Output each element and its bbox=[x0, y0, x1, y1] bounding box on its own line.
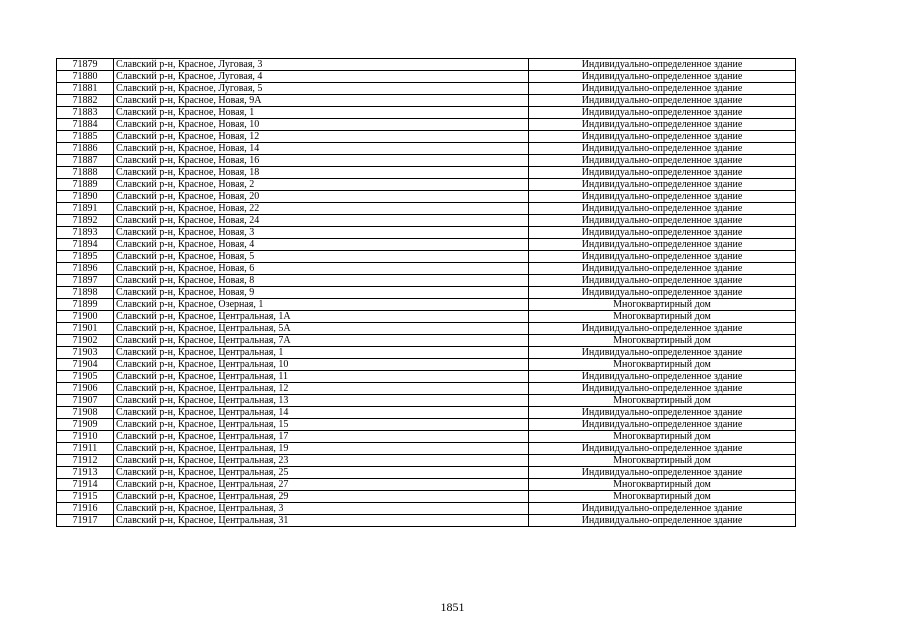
building-type-cell: Индивидуально-определенное здание bbox=[529, 419, 796, 431]
table-row bbox=[57, 59, 796, 71]
building-type-cell: Многоквартирный дом bbox=[529, 359, 796, 371]
row-id-cell: 71889 bbox=[57, 179, 114, 191]
address-cell: Славский р-н, Красное, Центральная, 25 bbox=[114, 467, 529, 479]
row-id-cell: 71900 bbox=[57, 311, 114, 323]
row-id-cell: 71913 bbox=[57, 467, 114, 479]
building-type-cell: Индивидуально-определенное здание bbox=[529, 107, 796, 119]
table-row bbox=[57, 479, 796, 491]
address-cell: Славский р-н, Красное, Центральная, 1А bbox=[114, 311, 529, 323]
row-id-cell: 71895 bbox=[57, 251, 114, 263]
address-cell: Славский р-н, Красное, Новая, 22 bbox=[114, 203, 529, 215]
building-type-cell: Индивидуально-определенное здание bbox=[529, 215, 796, 227]
address-cell: Славский р-н, Красное, Центральная, 19 bbox=[114, 443, 529, 455]
row-id-cell: 71905 bbox=[57, 371, 114, 383]
row-id-cell: 71898 bbox=[57, 287, 114, 299]
table-row bbox=[57, 395, 796, 407]
building-type-cell: Индивидуально-определенное здание bbox=[529, 95, 796, 107]
row-id-cell: 71897 bbox=[57, 275, 114, 287]
address-cell: Славский р-н, Красное, Новая, 24 bbox=[114, 215, 529, 227]
address-cell: Славский р-н, Красное, Новая, 20 bbox=[114, 191, 529, 203]
row-id-cell: 71915 bbox=[57, 491, 114, 503]
building-type-cell: Индивидуально-определенное здание bbox=[529, 287, 796, 299]
building-type-cell: Индивидуально-определенное здание bbox=[529, 71, 796, 83]
address-cell: Славский р-н, Красное, Центральная, 1 bbox=[114, 347, 529, 359]
row-id-cell: 71894 bbox=[57, 239, 114, 251]
table-row bbox=[57, 515, 796, 527]
address-cell: Славский р-н, Красное, Центральная, 3 bbox=[114, 503, 529, 515]
row-id-cell: 71902 bbox=[57, 335, 114, 347]
building-type-cell: Многоквартирный дом bbox=[529, 479, 796, 491]
row-id-cell: 71899 bbox=[57, 299, 114, 311]
table-row bbox=[57, 419, 796, 431]
table-row bbox=[57, 491, 796, 503]
address-cell: Славский р-н, Красное, Центральная, 5А bbox=[114, 323, 529, 335]
table-row bbox=[57, 323, 796, 335]
table-row bbox=[57, 359, 796, 371]
address-cell: Славский р-н, Красное, Центральная, 11 bbox=[114, 371, 529, 383]
page-number: 1851 bbox=[440, 600, 465, 614]
table-row bbox=[57, 143, 796, 155]
building-type-cell: Индивидуально-определенное здание bbox=[529, 203, 796, 215]
row-id-cell: 71890 bbox=[57, 191, 114, 203]
table-row bbox=[57, 263, 796, 275]
row-id-cell: 71885 bbox=[57, 131, 114, 143]
building-type-cell: Индивидуально-определенное здание bbox=[529, 119, 796, 131]
building-type-cell: Индивидуально-определенное здание bbox=[529, 155, 796, 167]
address-cell: Славский р-н, Красное, Новая, 10 bbox=[114, 119, 529, 131]
address-cell: Славский р-н, Красное, Новая, 5 bbox=[114, 251, 529, 263]
address-cell: Славский р-н, Красное, Новая, 3 bbox=[114, 227, 529, 239]
address-cell: Славский р-н, Красное, Центральная, 14 bbox=[114, 407, 529, 419]
table-row bbox=[57, 311, 796, 323]
building-type-cell: Индивидуально-определенное здание bbox=[529, 239, 796, 251]
building-type-cell: Индивидуально-определенное здание bbox=[529, 251, 796, 263]
address-cell: Славский р-н, Красное, Новая, 4 bbox=[114, 239, 529, 251]
row-id-cell: 71886 bbox=[57, 143, 114, 155]
row-id-cell: 71896 bbox=[57, 263, 114, 275]
building-type-cell: Индивидуально-определенное здание bbox=[529, 371, 796, 383]
address-cell: Славский р-н, Красное, Новая, 9А bbox=[114, 95, 529, 107]
address-cell: Славский р-н, Красное, Центральная, 23 bbox=[114, 455, 529, 467]
table-row bbox=[57, 467, 796, 479]
address-cell: Славский р-н, Красное, Центральная, 31 bbox=[114, 515, 529, 527]
row-id-cell: 71881 bbox=[57, 83, 114, 95]
row-id-cell: 71901 bbox=[57, 323, 114, 335]
building-type-cell: Многоквартирный дом bbox=[529, 311, 796, 323]
building-type-cell: Индивидуально-определенное здание bbox=[529, 407, 796, 419]
row-id-cell: 71907 bbox=[57, 395, 114, 407]
row-id-cell: 71916 bbox=[57, 503, 114, 515]
building-type-cell: Индивидуально-определенное здание bbox=[529, 191, 796, 203]
row-id-cell: 71906 bbox=[57, 383, 114, 395]
address-cell: Славский р-н, Красное, Центральная, 27 bbox=[114, 479, 529, 491]
table-row bbox=[57, 83, 796, 95]
address-cell: Славский р-н, Красное, Центральная, 17 bbox=[114, 431, 529, 443]
table-row bbox=[57, 287, 796, 299]
row-id-cell: 71908 bbox=[57, 407, 114, 419]
address-cell: Славский р-н, Красное, Новая, 1 bbox=[114, 107, 529, 119]
address-cell: Славский р-н, Красное, Луговая, 4 bbox=[114, 71, 529, 83]
address-cell: Славский р-н, Красное, Центральная, 12 bbox=[114, 383, 529, 395]
address-cell: Славский р-н, Красное, Луговая, 3 bbox=[114, 59, 529, 71]
address-cell: Славский р-н, Красное, Новая, 8 bbox=[114, 275, 529, 287]
building-type-cell: Индивидуально-определенное здание bbox=[529, 467, 796, 479]
building-type-cell: Индивидуально-определенное здание bbox=[529, 179, 796, 191]
row-id-cell: 71911 bbox=[57, 443, 114, 455]
building-type-cell: Индивидуально-определенное здание bbox=[529, 347, 796, 359]
table-row bbox=[57, 335, 796, 347]
address-cell: Славский р-н, Красное, Луговая, 5 bbox=[114, 83, 529, 95]
row-id-cell: 71891 bbox=[57, 203, 114, 215]
address-cell: Славский р-н, Красное, Новая, 6 bbox=[114, 263, 529, 275]
building-type-cell: Индивидуально-определенное здание bbox=[529, 59, 796, 71]
table-row bbox=[57, 131, 796, 143]
building-type-cell: Многоквартирный дом bbox=[529, 431, 796, 443]
building-type-cell: Многоквартирный дом bbox=[529, 455, 796, 467]
address-cell: Славский р-н, Красное, Новая, 2 bbox=[114, 179, 529, 191]
address-cell: Славский р-н, Красное, Новая, 9 bbox=[114, 287, 529, 299]
row-id-cell: 71892 bbox=[57, 215, 114, 227]
table-row bbox=[57, 95, 796, 107]
table-row bbox=[57, 383, 796, 395]
table-row bbox=[57, 371, 796, 383]
building-type-cell: Индивидуально-определенное здание bbox=[529, 443, 796, 455]
row-id-cell: 71914 bbox=[57, 479, 114, 491]
building-type-cell: Индивидуально-определенное здание bbox=[529, 275, 796, 287]
address-cell: Славский р-н, Красное, Центральная, 29 bbox=[114, 491, 529, 503]
row-id-cell: 71917 bbox=[57, 515, 114, 527]
table-row bbox=[57, 167, 796, 179]
row-id-cell: 71887 bbox=[57, 155, 114, 167]
building-type-cell: Индивидуально-определенное здание bbox=[529, 143, 796, 155]
table-row bbox=[57, 155, 796, 167]
table-row bbox=[57, 203, 796, 215]
table-row bbox=[57, 503, 796, 515]
table-row bbox=[57, 227, 796, 239]
table-row bbox=[57, 431, 796, 443]
row-id-cell: 71882 bbox=[57, 95, 114, 107]
building-type-cell: Индивидуально-определенное здание bbox=[529, 263, 796, 275]
address-cell: Славский р-н, Красное, Озерная, 1 bbox=[114, 299, 529, 311]
building-type-cell: Индивидуально-определенное здание bbox=[529, 383, 796, 395]
address-cell: Славский р-н, Красное, Новая, 12 bbox=[114, 131, 529, 143]
building-type-cell: Индивидуально-определенное здание bbox=[529, 323, 796, 335]
building-type-cell: Индивидуально-определенное здание bbox=[529, 83, 796, 95]
row-id-cell: 71883 bbox=[57, 107, 114, 119]
building-type-cell: Многоквартирный дом bbox=[529, 395, 796, 407]
address-cell: Славский р-н, Красное, Центральная, 10 bbox=[114, 359, 529, 371]
address-cell: Славский р-н, Красное, Центральная, 7А bbox=[114, 335, 529, 347]
table-row bbox=[57, 347, 796, 359]
table-row bbox=[57, 443, 796, 455]
table-row bbox=[57, 107, 796, 119]
building-type-cell: Многоквартирный дом bbox=[529, 335, 796, 347]
row-id-cell: 71909 bbox=[57, 419, 114, 431]
table-row bbox=[57, 239, 796, 251]
table-row bbox=[57, 251, 796, 263]
table-row bbox=[57, 455, 796, 467]
address-cell: Славский р-н, Красное, Новая, 18 bbox=[114, 167, 529, 179]
table-row bbox=[57, 299, 796, 311]
row-id-cell: 71910 bbox=[57, 431, 114, 443]
address-cell: Славский р-н, Красное, Центральная, 15 bbox=[114, 419, 529, 431]
building-type-cell: Индивидуально-определенное здание bbox=[529, 227, 796, 239]
building-type-cell: Многоквартирный дом bbox=[529, 491, 796, 503]
building-type-cell: Индивидуально-определенное здание bbox=[529, 503, 796, 515]
building-type-cell: Индивидуально-определенное здание bbox=[529, 131, 796, 143]
table-row bbox=[57, 191, 796, 203]
row-id-cell: 71884 bbox=[57, 119, 114, 131]
table-row bbox=[57, 275, 796, 287]
row-id-cell: 71903 bbox=[57, 347, 114, 359]
table-row bbox=[57, 119, 796, 131]
table-row bbox=[57, 407, 796, 419]
row-id-cell: 71880 bbox=[57, 71, 114, 83]
address-cell: Славский р-н, Красное, Новая, 16 bbox=[114, 155, 529, 167]
row-id-cell: 71888 bbox=[57, 167, 114, 179]
row-id-cell: 71912 bbox=[57, 455, 114, 467]
row-id-cell: 71879 bbox=[57, 59, 114, 71]
address-cell: Славский р-н, Красное, Новая, 14 bbox=[114, 143, 529, 155]
row-id-cell: 71904 bbox=[57, 359, 114, 371]
registry-table-body bbox=[57, 59, 796, 527]
table-row bbox=[57, 71, 796, 83]
table-row bbox=[57, 215, 796, 227]
building-type-cell: Индивидуально-определенное здание bbox=[529, 515, 796, 527]
address-cell: Славский р-н, Красное, Центральная, 13 bbox=[114, 395, 529, 407]
building-type-cell: Индивидуально-определенное здание bbox=[529, 167, 796, 179]
table-row bbox=[57, 179, 796, 191]
registry-table bbox=[56, 58, 796, 527]
row-id-cell: 71893 bbox=[57, 227, 114, 239]
building-type-cell: Многоквартирный дом bbox=[529, 299, 796, 311]
